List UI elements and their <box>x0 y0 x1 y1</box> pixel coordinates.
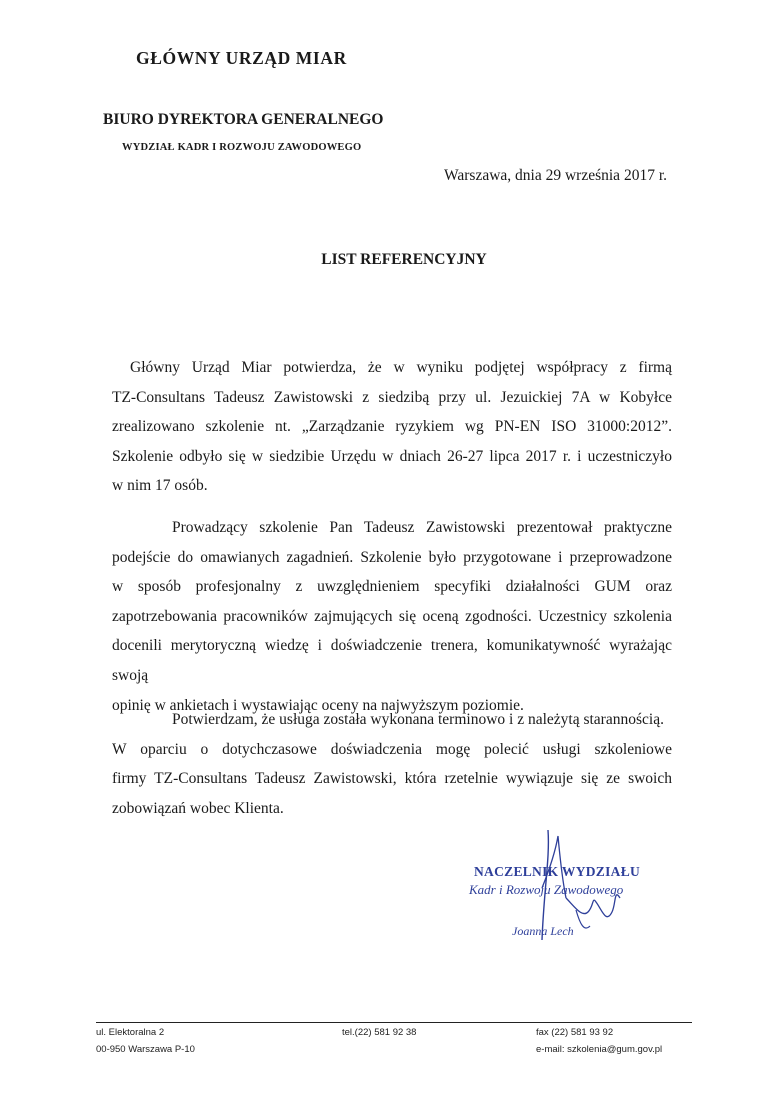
paragraph-line: podejście do omawianych zagadnień. Szkolenie było przygotowane i przeprowadzone <box>112 548 672 566</box>
paragraph-line: opinię w ankietach i wystawiając oceny na najwyższym poziomie. <box>112 696 524 714</box>
date-line: Warszawa, dnia 29 września 2017 r. <box>444 167 667 184</box>
paragraph-line: w sposób profesjonalny z uwzględnieniem specyfiki działalności GUM oraz <box>112 578 672 596</box>
paragraph-line: TZ-Consultans Tadeusz Zawistowski z siedzibą przy ul. Jezuickiej 7A w Kobyłce <box>112 388 672 406</box>
paragraph-line: Główny Urząd Miar potwierdza, że w wyniku podjętej współpracy z firmą <box>130 359 672 376</box>
paragraph-line: w nim 17 osób. <box>112 477 208 495</box>
letter-title: LIST REFERENCYJNY <box>321 251 487 268</box>
official-stamp <box>469 860 644 950</box>
footer-phone: tel.(22) 581 92 38 <box>342 1027 417 1038</box>
stamp-subtitle: Kadr i Rozwoju Zawodowego <box>469 882 624 897</box>
paragraph-line: Prowadzący szkolenie Pan Tadeusz Zawistowski prezentował praktyczne <box>172 519 672 536</box>
footer-fax: fax (22) 581 93 92 <box>536 1027 614 1038</box>
paragraph-line: Potwierdzam, że usługa została wykonana terminowo i z należytą starannością. <box>172 711 664 728</box>
paragraph-line: zobowiązań wobec Klienta. <box>112 799 284 817</box>
paragraph-1 <box>112 353 672 501</box>
paragraph-line: W oparciu o dotychczasowe doświadczenia mogę polecić usługi szkoleniowe <box>112 740 672 758</box>
footer-address-line2: 00-950 Warszawa P-10 <box>96 1044 195 1055</box>
stamp-title: NACZELNIK WYDZIAŁU <box>474 864 641 879</box>
footer-divider <box>96 1022 692 1023</box>
paragraph-line: Szkolenie odbyło się w siedzibie Urzędu w dniach 26-27 lipca 2017 r. i uczestniczyło <box>112 447 672 465</box>
paragraph-line: firmy TZ-Consultans Tadeusz Zawistowski, która rzetelnie wywiązuje się ze swoich <box>112 770 672 788</box>
footer-email[interactable]: e-mail: szkolenia@gum.gov.pl <box>536 1044 663 1055</box>
paragraph-line: zapotrzebowania pracowników zajmujących się oceną zgodności. Uczestnicy szkolenia <box>112 607 672 625</box>
paragraph-3 <box>112 705 672 823</box>
department-name: WYDZIAŁ KADR I ROZWOJU ZAWODOWEGO <box>122 142 362 153</box>
paragraph-2 <box>112 513 672 720</box>
paragraph-line: docenili merytoryczną wiedzę i doświadczenie trenera, komunikatywność wyrażając swoją <box>112 637 672 684</box>
stamp-signatory-name: Joanna Lech <box>512 924 574 938</box>
organization-name: GŁÓWNY URZĄD MIAR <box>136 48 347 68</box>
footer-address-line1: ul. Elektoralna 2 <box>96 1027 165 1038</box>
paragraph-line: zrealizowano szkolenie nt. „Zarządzanie ryzykiem wg PN-EN ISO 31000:2012”. <box>112 418 672 436</box>
office-name: BIURO DYREKTORA GENERALNEGO <box>103 111 384 128</box>
